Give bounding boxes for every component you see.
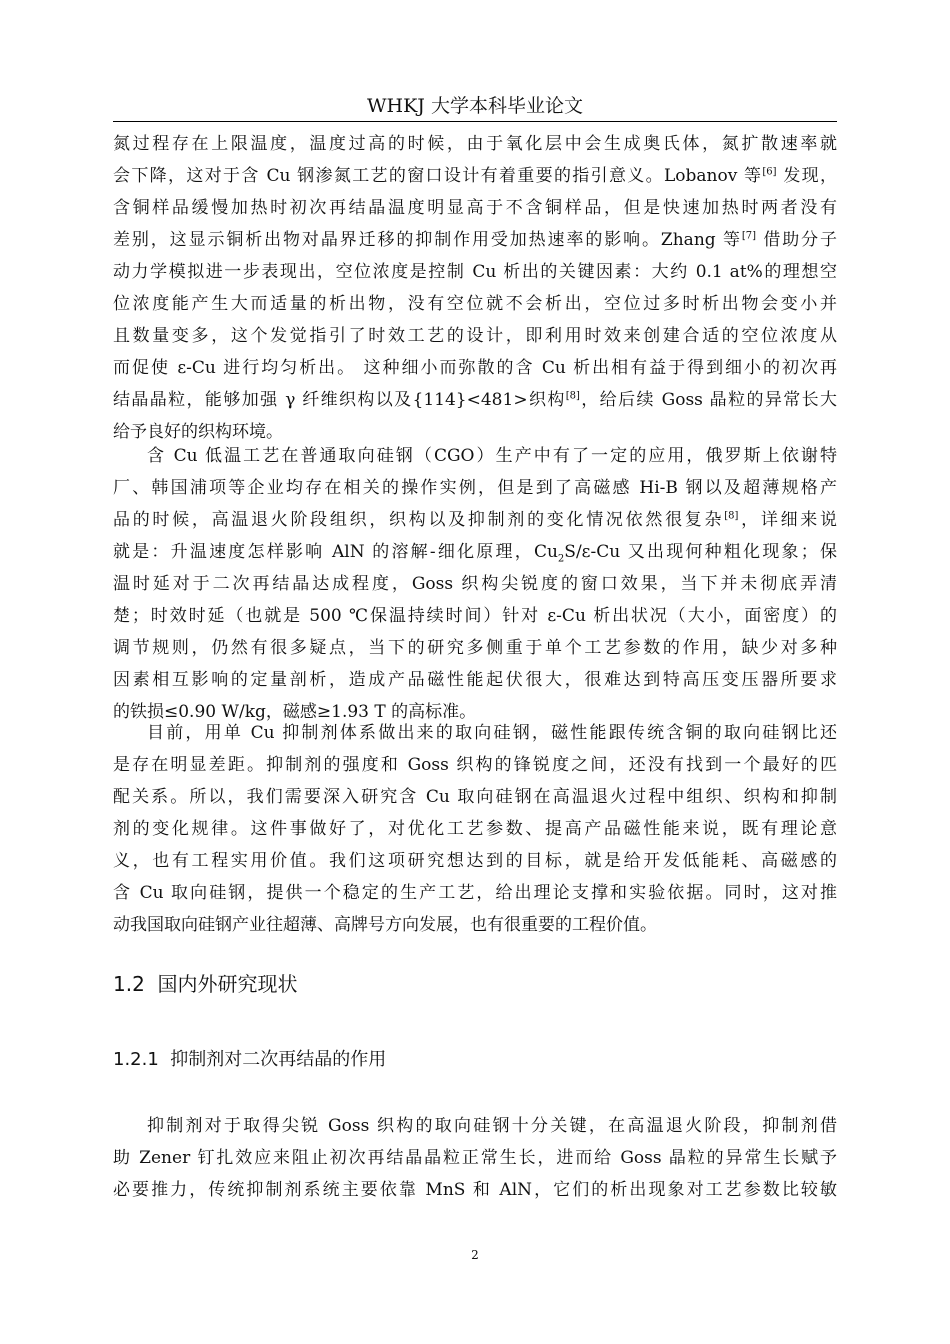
- text-line: 含铜样品缓慢加热时初次再结晶温度明显高于不含铜样品，但是快速加热时两者没有: [113, 198, 837, 218]
- text-line: 剂的变化规律。这件事做好了，对优化工艺参数、提高产品磁性能来说，既有理论意: [113, 819, 837, 839]
- text-line: 助 Zener 钉扎效应来阻止初次再结晶晶粒正常生长，进而给 Goss 晶粒的异常生长赋予: [113, 1148, 837, 1168]
- text-span: S/ε-Cu 又出现何种粗化现象；保: [564, 542, 837, 562]
- text-span: 差别，这显示铜析出物对晶界迁移的抑制作用受加热速率的影响。Zhang 等: [113, 230, 742, 250]
- text-line: 必要推力，传统抑制剂系统主要依靠 MnS 和 AlN，它们的析出现象对工艺参数比较敏: [113, 1180, 837, 1200]
- text-line: 而促使 ε-Cu 进行均匀析出。 这种细小而弥散的含 Cu 析出相有益于得到细小的初次再: [113, 358, 837, 378]
- text-line: [113, 536, 837, 568]
- paragraph-1: [113, 128, 837, 448]
- subsection-title: 抑制剂对二次再结晶的作用: [170, 1049, 387, 1070]
- paragraph-4: [113, 1110, 837, 1206]
- paragraph-3: [113, 717, 837, 941]
- text-line: [113, 384, 837, 416]
- text-line: 的铁损≤0.90 W/kg，磁感≥1.93 T 的高标准。: [113, 702, 477, 722]
- text-line: 是存在明显差距。抑制剂的强度和 Goss 织构的锋锐度之间，还没有找到一个最好的匹: [113, 755, 837, 775]
- citation: [7]: [741, 230, 757, 242]
- text-line: 氮过程存在上限温度，温度过高的时候，由于氧化层中会生成奥氏体，氮扩散速率就: [113, 134, 837, 154]
- text-line: 且数量变多，这个发觉指引了时效工艺的设计，即利用时效来创建合适的空位浓度从: [113, 326, 837, 346]
- text-line: 给予良好的织构环境。: [113, 422, 283, 442]
- section-number: 1.2: [113, 972, 145, 996]
- text-span: 发现，: [776, 166, 837, 186]
- text-line: 目前，用单 Cu 抑制剂体系做出来的取向硅钢，磁性能跟传统含铜的取向硅钢比还: [147, 723, 837, 743]
- text-span: 结晶晶粒，能够加强 γ 纤维织构以及{114}<481>织构: [113, 390, 566, 410]
- text-line: 调节规则，仍然有很多疑点，当下的研究多侧重于单个工艺参数的作用，缺少对多种: [113, 638, 837, 658]
- citation: [8]: [724, 510, 739, 522]
- text-span: 借助分子: [756, 230, 837, 250]
- text-line: 动力学模拟进一步表现出，空位浓度是控制 Cu 析出的关键因素：大约 0.1 at%的理想空: [113, 262, 837, 282]
- text-line: [113, 224, 837, 256]
- text-span: ，详细来说: [738, 510, 837, 530]
- text-line: 因素相互影响的定量剖析，造成产品磁性能起伏很大，很难达到特高压变压器所要求: [113, 670, 837, 690]
- text-line: 动我国取向硅钢产业往超薄、高牌号方向发展，也有很重要的工程价值。: [113, 915, 657, 935]
- text-span: 品的时候，高温退火阶段组织，织构以及抑制剂的变化情况依然很复杂: [113, 510, 725, 530]
- text-span: ，给后续 Goss 晶粒的异常长大: [579, 390, 837, 410]
- citation: [8]: [565, 390, 580, 402]
- text-line: 配关系。所以，我们需要深入研究含 Cu 取向硅钢在高温退火过程中组织、织构和抑制: [113, 787, 837, 807]
- subsection-heading: [113, 1045, 386, 1075]
- subsection-number: 1.2.1: [113, 1049, 159, 1070]
- section-title: 国内外研究现状: [157, 972, 298, 996]
- text-line: 厂、韩国浦项等企业均存在相关的操作实例，但是到了高磁感 Hi-B 钢以及超薄规格产: [113, 478, 837, 498]
- subscript: 2: [557, 553, 565, 565]
- text-line: 含 Cu 取向硅钢，提供一个稳定的生产工艺，给出理论支撑和实验依据。同时，这对推: [113, 883, 837, 903]
- text-line: 义，也有工程实用价值。我们这项研究想达到的目标，就是给开发低能耗、高磁感的: [113, 851, 837, 871]
- text-line: [113, 160, 837, 192]
- text-line: 位浓度能产生大而适量的析出物，没有空位就不会析出，空位过多时析出物会变小并: [113, 294, 837, 314]
- section-heading: [113, 969, 298, 999]
- text-line: 温时延对于二次再结晶达成程度，Goss 织构尖锐度的窗口效果，当下并未彻底弄清: [113, 574, 837, 594]
- citation: [6]: [762, 166, 777, 178]
- text-span: 就是：升温速度怎样影响 AlN 的溶解-细化原理，Cu: [113, 542, 558, 562]
- text-line: [113, 504, 837, 536]
- page-number: 2: [471, 1248, 479, 1262]
- paragraph-2: [113, 440, 837, 728]
- text-line: 含 Cu 低温工艺在普通取向硅钢（CGO）生产中有了一定的应用，俄罗斯上依谢特: [147, 446, 837, 466]
- header-rule: [113, 121, 837, 122]
- text-line: 抑制剂对于取得尖锐 Goss 织构的取向硅钢十分关键，在高温退火阶段，抑制剂借: [147, 1116, 837, 1136]
- text-line: 楚；时效时延（也就是 500 ℃保温持续时间）针对 ε-Cu 析出状况（大小，面密度）的: [113, 606, 837, 626]
- text-span: 会下降，这对于含 Cu 钢渗氮工艺的窗口设计有着重要的指引意义。Lobanov 等: [113, 166, 763, 186]
- header-title: WHKJ 大学本科毕业论文: [367, 95, 583, 117]
